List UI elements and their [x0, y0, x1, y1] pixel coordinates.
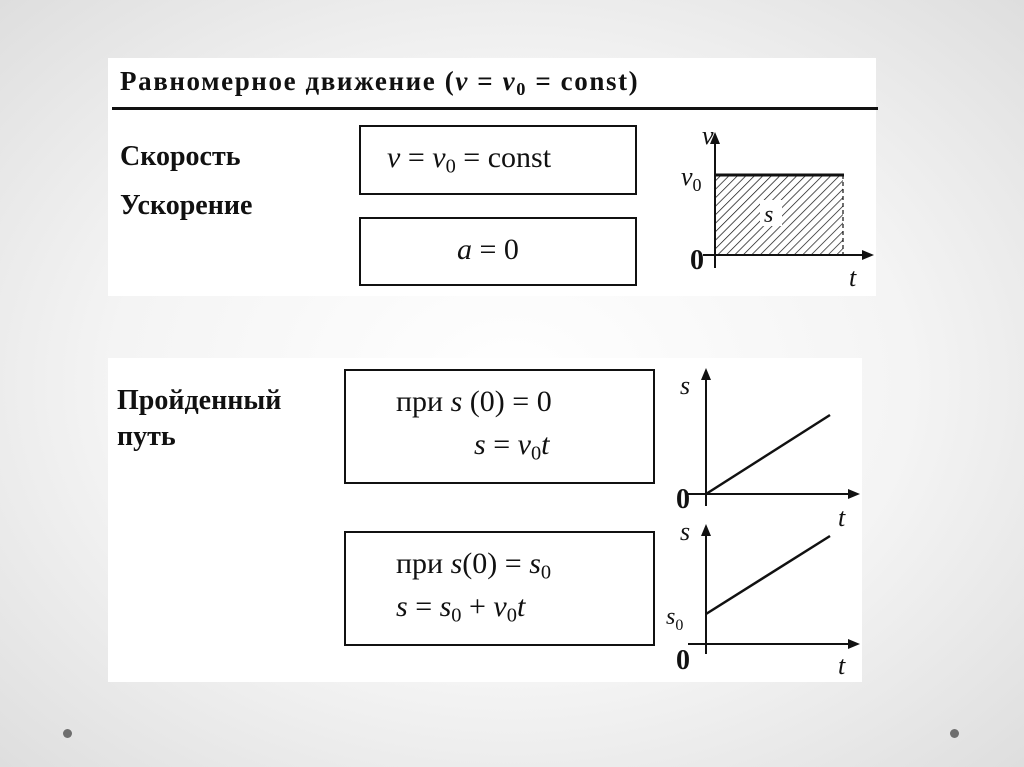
graph1-y-label: s [680, 371, 691, 400]
area-label: s [764, 202, 774, 228]
path-graph-from-zero [676, 368, 860, 532]
distance-label-line2: путь [117, 421, 176, 452]
acceleration-label: Ускорение [120, 190, 253, 221]
case1-formula: $s = v_0t$ [474, 428, 550, 465]
distance-panel [108, 358, 862, 682]
velocity-time-graph [108, 58, 876, 296]
graph2-line [706, 536, 830, 614]
origin-label: 0 [690, 245, 704, 276]
uniform-motion-panel [108, 58, 876, 296]
speed-formula: $v = v_0$ = const [387, 141, 552, 178]
graph1-line [706, 415, 830, 494]
path-time-graphs [108, 358, 862, 682]
page-title: Равномерное движение ($v = v_0$ = const) [120, 66, 640, 100]
y-axis-label: v [702, 121, 714, 150]
graph2-start-label: $s_0$ [666, 604, 684, 634]
y-level-label: $v_0$ [681, 162, 702, 195]
graph2-x-arrow-icon [848, 639, 860, 649]
case2-condition: при $s(0) = s_0$ [396, 547, 552, 584]
decorative-dot-right [950, 729, 959, 738]
graph2-y-arrow-icon [701, 524, 711, 536]
graph2-y-label: s [680, 517, 691, 546]
graph1-y-arrow-icon [701, 368, 711, 380]
speed-label: Скорость [120, 141, 241, 172]
distance-label-line1: Пройденный [117, 385, 282, 416]
acceleration-formula: a = 0 [457, 233, 519, 266]
x-axis-arrow-icon [862, 250, 874, 260]
case2-formula: $s = s_0 + v_0t$ [396, 590, 526, 627]
graph2-origin: 0 [676, 645, 690, 676]
decorative-dot-left [63, 729, 72, 738]
graph2-x-label: t [838, 651, 846, 680]
graph1-x-arrow-icon [848, 489, 860, 499]
path-graph-from-s0 [666, 517, 860, 680]
case1-condition: при s (0) = 0 [396, 385, 552, 418]
graph1-origin: 0 [676, 484, 690, 515]
x-axis-label: t [849, 263, 857, 292]
graph1-x-label: t [838, 503, 846, 532]
